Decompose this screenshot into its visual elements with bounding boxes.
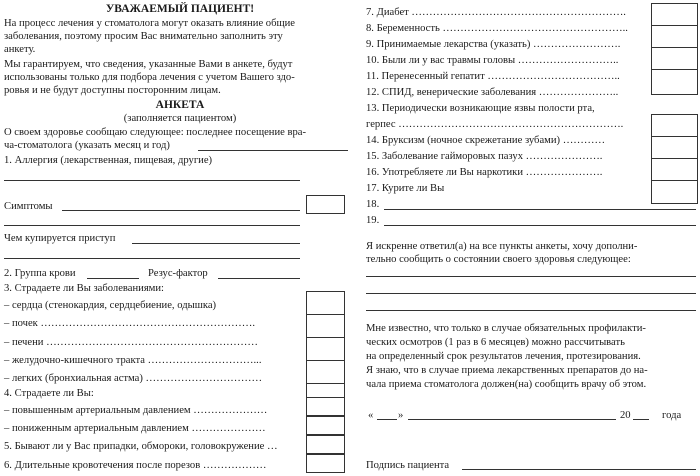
seizures-checkbox[interactable] [306, 435, 345, 454]
box-divider [651, 47, 698, 48]
date-day-field[interactable] [377, 419, 397, 420]
question-19-field[interactable] [384, 225, 696, 226]
guarantee-line: использованы только для подбора лечения с учетом Вашего здо- [4, 72, 295, 83]
box-divider [651, 158, 698, 159]
question-item: 11. Перенесенный гепатит ……………………………….. [366, 71, 620, 82]
question-18-label: 18. [366, 199, 380, 210]
pressure-question: 4. Страдаете ли Вы: [4, 388, 94, 399]
pressure-item: – пониженным артериальным давлением ………………… [4, 423, 266, 434]
relief-label: Чем купируется приступ [4, 233, 116, 244]
question-item: 7. Диабет ……………………………………………………. [366, 7, 626, 18]
date-year-suffix: года [662, 410, 682, 421]
form-subtitle: (заполняется пациентом) [123, 113, 237, 124]
symptoms-field-2[interactable] [4, 225, 300, 226]
high-pressure-checkbox[interactable] [306, 397, 345, 416]
box-divider [306, 314, 345, 315]
blood-group-label: 2. Группа крови [4, 268, 76, 279]
health-intro-line: О своем здоровье сообщаю следующее: последнее посещение вра- [4, 127, 307, 138]
intro-line: анкету. [4, 44, 36, 55]
seizures-question: 5. Бывают ли у Вас припадки, обмороки, головокружение … [4, 441, 278, 452]
symptoms-field[interactable] [62, 210, 300, 211]
signature-field[interactable] [462, 469, 696, 470]
consent-line: чала приема стоматолога должен(на) сообщить врачу об этом. [366, 379, 647, 390]
date-month-field[interactable] [408, 419, 616, 420]
question-item: 15. Заболевание гайморовых пазух …………………. [366, 151, 603, 162]
question-item: 14. Бруксизм (ночное скрежетание зубами) ………… [366, 135, 606, 146]
addition-line: Я искренне ответил(а) на все пункты анкеты, хочу дополни- [366, 241, 638, 252]
disease-item: – почек ……………………………………………………. [4, 318, 255, 329]
guarantee-line: Мы гарантируем, что сведения, указанные Вами в анкете, будут [4, 59, 293, 70]
bleeding-checkbox[interactable] [306, 454, 345, 473]
question-18-field[interactable] [384, 209, 696, 210]
question-item: 9. Принимаемые лекарства (указать) ……………………. [366, 39, 621, 50]
box-divider [651, 69, 698, 70]
question-item: 10. Были ли у вас травмы головы ……………………….. [366, 55, 619, 66]
date-quote-close: » [398, 410, 404, 421]
rh-factor-label: Резус-фактор [148, 268, 208, 279]
blood-group-field[interactable] [87, 278, 139, 279]
symptoms-checkbox[interactable] [306, 195, 345, 214]
question-item: 16. Употребляете ли Вы наркотики …………………. [366, 167, 603, 178]
diseases-answer-boxes [306, 291, 345, 407]
question-item: 12. СПИД, венерические заболевания ………………….. [366, 87, 619, 98]
answer-boxes-bottom [651, 114, 698, 204]
box-divider [651, 180, 698, 181]
consent-line: Я знаю, что в случае приема лекарственных препаратов до на- [366, 365, 648, 376]
question-item: герпес ………………………………………………………. [366, 119, 624, 130]
bleeding-question: 6. Длительные кровотечения после порезов ……………… [4, 460, 267, 471]
disease-item: – сердца (стенокардия, сердцебиение, одышка) [4, 300, 217, 311]
allergy-field[interactable] [4, 180, 300, 181]
consent-line: ческих осмотров (1 раз в 6 месяцев) можно рассчитывать [366, 337, 625, 348]
box-divider [651, 25, 698, 26]
relief-field[interactable] [132, 243, 300, 244]
date-quote-open: « [368, 410, 374, 421]
low-pressure-checkbox[interactable] [306, 416, 345, 435]
box-divider [306, 383, 345, 384]
symptoms-label: Симптомы [4, 201, 53, 212]
disease-item: – печени …………………………………………………… [4, 337, 258, 348]
health-intro-line: ча-стоматолога (указать месяц и год) [4, 140, 170, 151]
date-year-field[interactable] [633, 419, 649, 420]
consent-line: на определенный срок результатов лечения, протезирования. [366, 351, 641, 362]
question-item: 8. Беременность …………………………………………….. [366, 23, 628, 34]
intro-line: На процесс лечения у стоматолога могут оказать влияние общие [4, 18, 296, 29]
page-title: УВАЖАЕМЫЙ ПАЦИЕНТ! [105, 3, 255, 15]
box-divider [651, 136, 698, 137]
guarantee-line: ровья и не будут доступны посторонним лицам. [4, 85, 221, 96]
answer-boxes-top [651, 3, 698, 95]
diseases-question: 3. Страдаете ли Вы заболеваниями: [4, 283, 165, 294]
relief-field-2[interactable] [4, 258, 300, 259]
last-visit-field[interactable] [198, 150, 348, 151]
consent-line: Мне известно, что только в случае обязательных профилакти- [366, 323, 646, 334]
box-divider [306, 337, 345, 338]
addition-field[interactable] [366, 293, 696, 294]
addition-field[interactable] [366, 276, 696, 277]
pressure-item: – повышенным артериальным давлением ………………… [4, 405, 268, 416]
box-divider [306, 360, 345, 361]
allergy-question: 1. Аллергия (лекарственная, пищевая, другие) [4, 155, 213, 166]
addition-line: тельно сообщить о состоянии своего здоровья следующее: [366, 254, 631, 265]
form-title: АНКЕТА [155, 99, 205, 111]
addition-field[interactable] [366, 310, 696, 311]
date-year-prefix: 20 [620, 410, 631, 421]
question-item: 13. Периодически возникающие язвы полости рта, [366, 103, 595, 114]
signature-label: Подпись пациента [366, 460, 450, 471]
rh-factor-field[interactable] [218, 278, 300, 279]
intro-line: заболевания, поэтому просим Вас внимательно заполнить эту [4, 31, 283, 42]
question-item: 17. Курите ли Вы [366, 183, 445, 194]
question-19-label: 19. [366, 215, 380, 226]
disease-item: – легких (бронхиальная астма) …………………………… [4, 373, 263, 384]
disease-item: – желудочно-кишечного тракта …………………………... [4, 355, 262, 366]
